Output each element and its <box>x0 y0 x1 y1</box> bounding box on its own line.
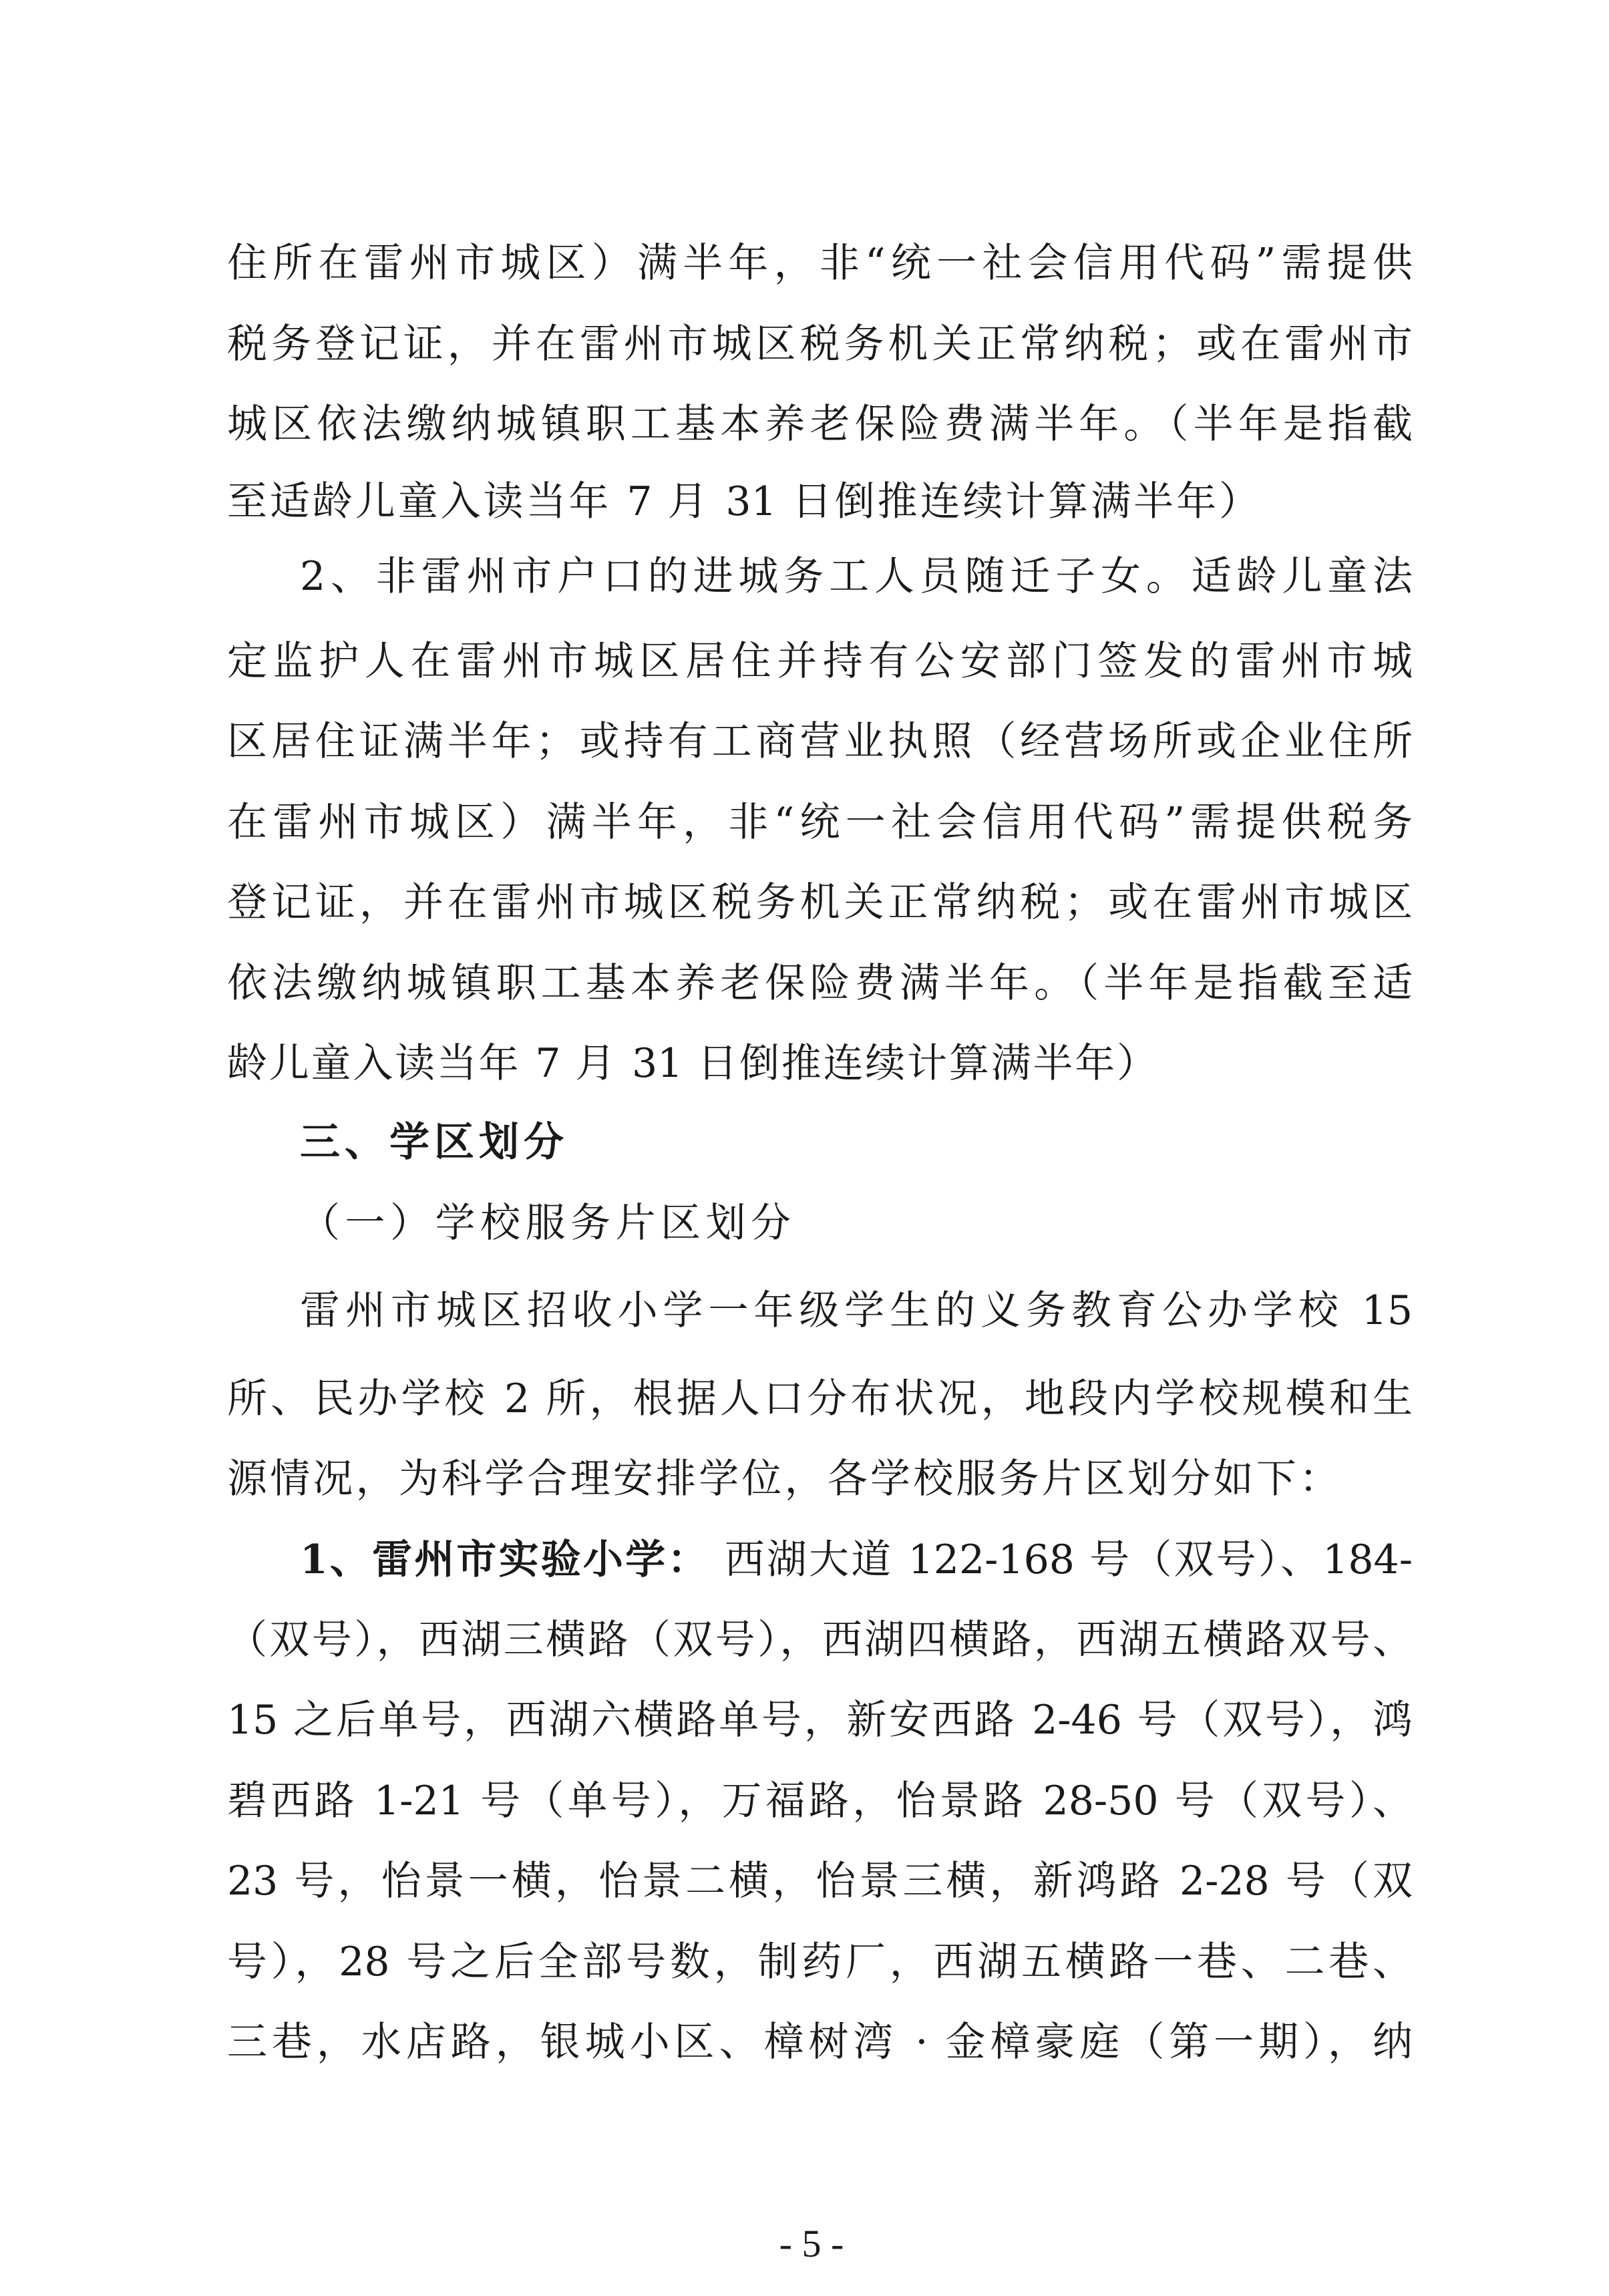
text-line: 定监护人在雷州市城区居住并持有公安部门签发的雷州市城 <box>227 638 1413 685</box>
text-line: 区居住证满半年；或持有工商营业执照（经营场所或企业住所 <box>227 718 1413 765</box>
page-number: - 5 - <box>779 2222 844 2265</box>
subsection-heading: （一）学校服务片区划分 <box>300 1200 791 1247</box>
school-name: 1、雷州市实验小学： <box>300 1536 710 1583</box>
section-heading: 三、学区划分 <box>300 1119 564 1166</box>
text-line: 税务登记证，并在雷州市城区税务机关正常纳税；或在雷州市 <box>227 321 1413 367</box>
school-entry-line <box>300 1533 1413 1587</box>
text-line: 至适龄儿童入读当年 7 月 31 日倒推连续计算满半年） <box>227 478 1259 525</box>
text-line: 依法缴纳城镇职工基本养老保险费满半年。（半年是指截至适 <box>227 960 1413 1007</box>
text-line: 源情况，为科学合理安排学位，各学校服务片区划分如下： <box>227 1456 1339 1502</box>
text-line: 在雷州市城区）满半年，非“统一社会信用代码”需提供税务 <box>227 799 1413 846</box>
text-line: 23 号，怡景一横，怡景二横，怡景三横，新鸿路 2-28 号（双 <box>227 1858 1413 1905</box>
paragraph-heading-2: 2、非雷州市户口的进城务工人员随迁子女。适龄儿童法 <box>300 553 1413 600</box>
text-line: 城区依法缴纳城镇职工基本养老保险费满半年。（半年是指截 <box>227 401 1413 448</box>
text-line: 号），28 号之后全部号数，制药厂，西湖五横路一巷、二巷、 <box>227 1939 1413 1985</box>
text-line: 碧西路 1-21 号（单号），万福路，怡景路 28-50 号（双号）、 <box>227 1778 1413 1824</box>
text-line: 三巷，水店路，银城小区、樟树湾 · 金樟豪庭（第一期），纳 <box>227 2019 1413 2066</box>
text-line: （双号），西湖三横路（双号），西湖四横路，西湖五横路双号、 <box>227 1617 1413 1663</box>
text-line: 15 之后单号，西湖六横路单号，新安西路 2-46 号（双号），鸿 <box>227 1697 1413 1744</box>
text-line: 雷州市城区招收小学一年级学生的义务教育公办学校 15 <box>300 1287 1413 1334</box>
text-line: 所、民办学校 2 所，根据人口分布状况，地段内学校规模和生 <box>227 1375 1413 1422</box>
text-line: 登记证，并在雷州市城区税务机关正常纳税；或在雷州市城区 <box>227 879 1413 926</box>
text-line: 龄儿童入读当年 7 月 31 日倒推连续计算满半年） <box>227 1040 1157 1087</box>
text-span: 西湖大道 122-168 号（双号）、184- <box>724 1536 1413 1583</box>
text-line: 住所在雷州市城区）满半年，非“统一社会信用代码”需提供 <box>227 240 1413 287</box>
